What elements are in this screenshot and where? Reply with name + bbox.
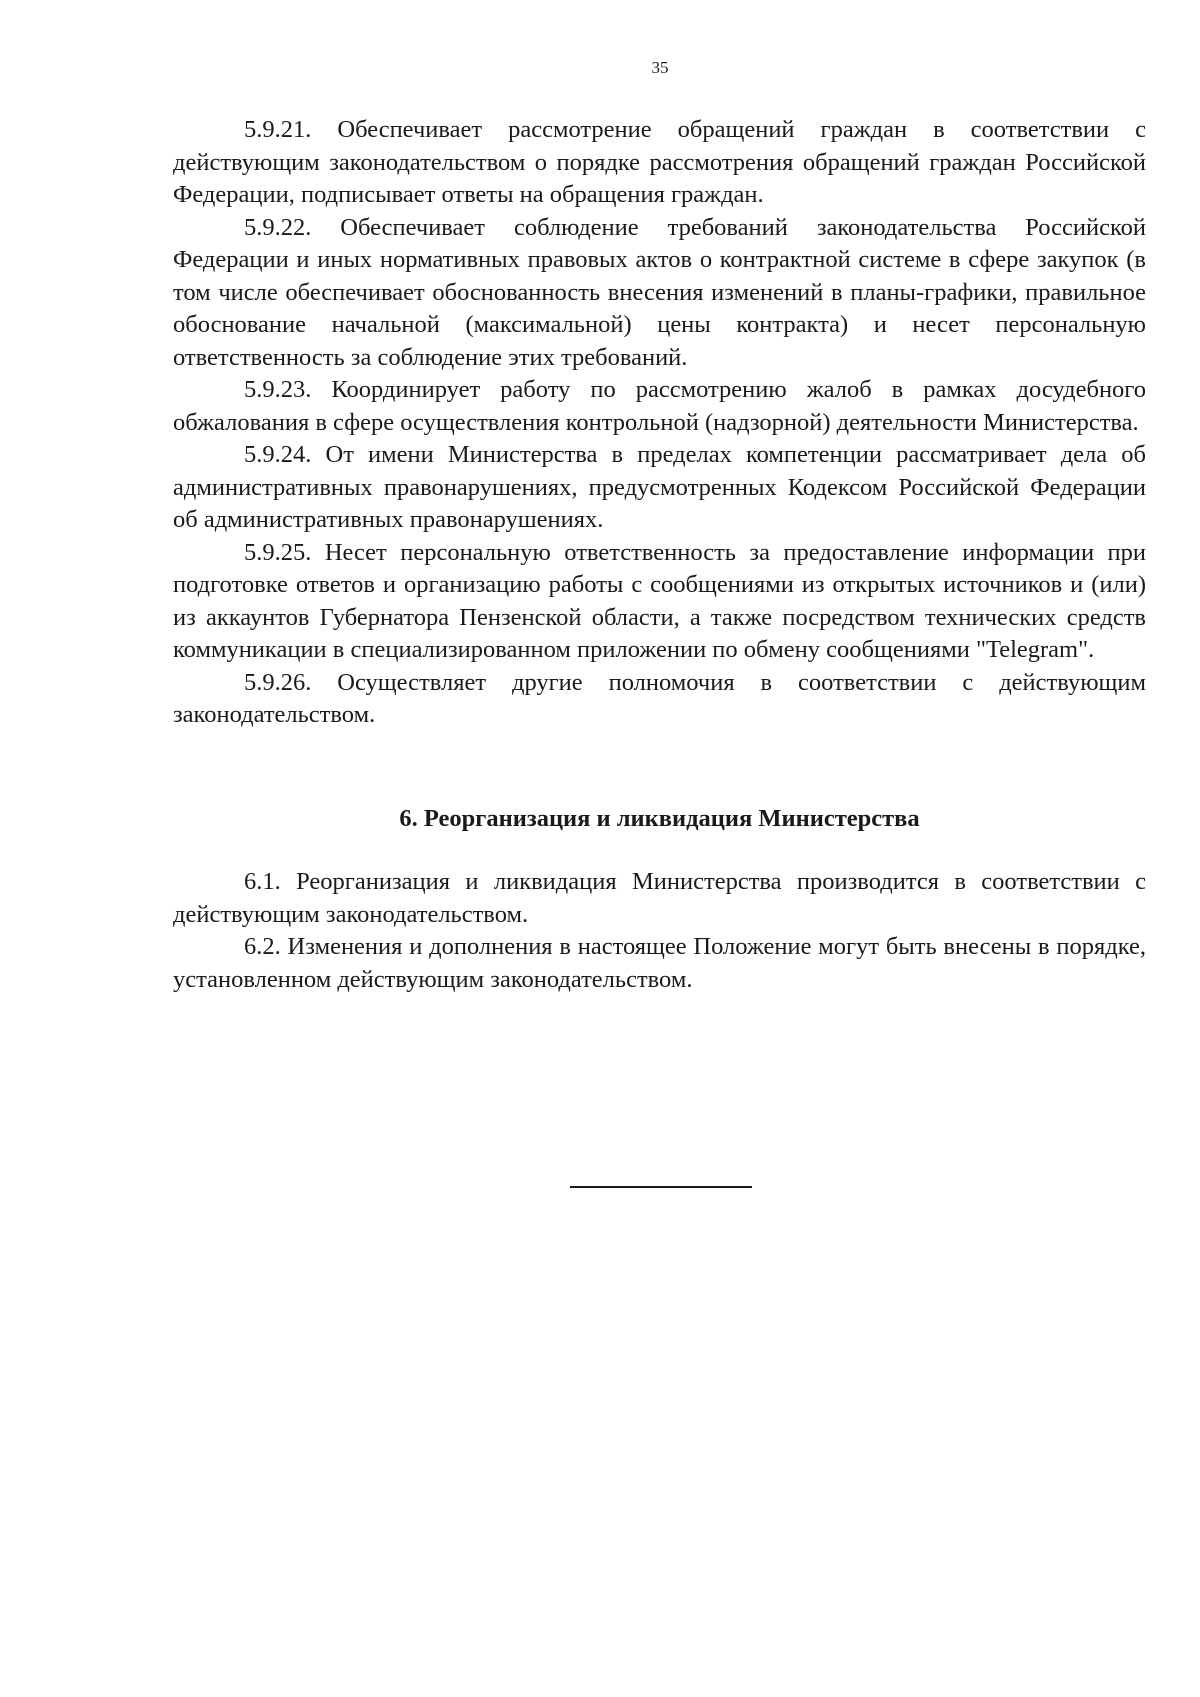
paragraph-5-9-23: 5.9.23. Координирует работу по рассмотрению жалоб в рамках досудебного обжалования в сфере осуществления контрольной (надзорной) деятельности Министерства. bbox=[173, 376, 1146, 436]
paragraph-5-9-26: 5.9.26. Осуществляет другие полномочия в соответствии с действующим законодательством. bbox=[173, 668, 1146, 728]
paragraph-6-2: 6.2. Изменения и дополнения в настоящее Положение могут быть внесены в порядке, установленном действующим законодательством. bbox=[173, 933, 1146, 993]
paragraph-5-9-22: 5.9.22. Обеспечивает соблюдение требований законодательства Российской Федерации и иных нормативных правовых актов о контрактной системе в сфере закупок (в том числе обеспечивает обоснованность внесения изменений в планы-графики, правильное обоснование начальной (максимальной) цены контракта) и несет персональную ответственность за соблюдение этих требований. bbox=[173, 213, 1146, 371]
section-heading: 6. Реорганизация и ликвидация Министерства bbox=[399, 804, 920, 832]
document-body bbox=[173, 114, 1146, 996]
paragraph-5-9-25: 5.9.25. Несет персональную ответственность за предоставление информации при подготовке ответов и организацию работы с сообщениями из открытых источников и (или) из аккаунтов Губернатора Пензенской области, а также посредством технических средств коммуникации в специализированном приложении по обмену сообщениями "Telegram". bbox=[173, 538, 1146, 663]
page-number: 35 bbox=[651, 58, 669, 77]
end-of-document-rule bbox=[570, 1186, 752, 1188]
paragraph-5-9-24: 5.9.24. От имени Министерства в пределах компетенции рассматривает дела об административных правонарушениях, предусмотренных Кодексом Российской Федерации об административных правонарушениях. bbox=[173, 441, 1146, 533]
paragraph-5-9-21: 5.9.21. Обеспечивает рассмотрение обращений граждан в соответствии с действующим законодательством о порядке рассмотрения обращений граждан Российской Федерации, подписывает ответы на обращения граждан. bbox=[173, 116, 1146, 208]
paragraph-6-1: 6.1. Реорганизация и ликвидация Министерства производится в соответствии с действующим законодательством. bbox=[173, 868, 1146, 928]
